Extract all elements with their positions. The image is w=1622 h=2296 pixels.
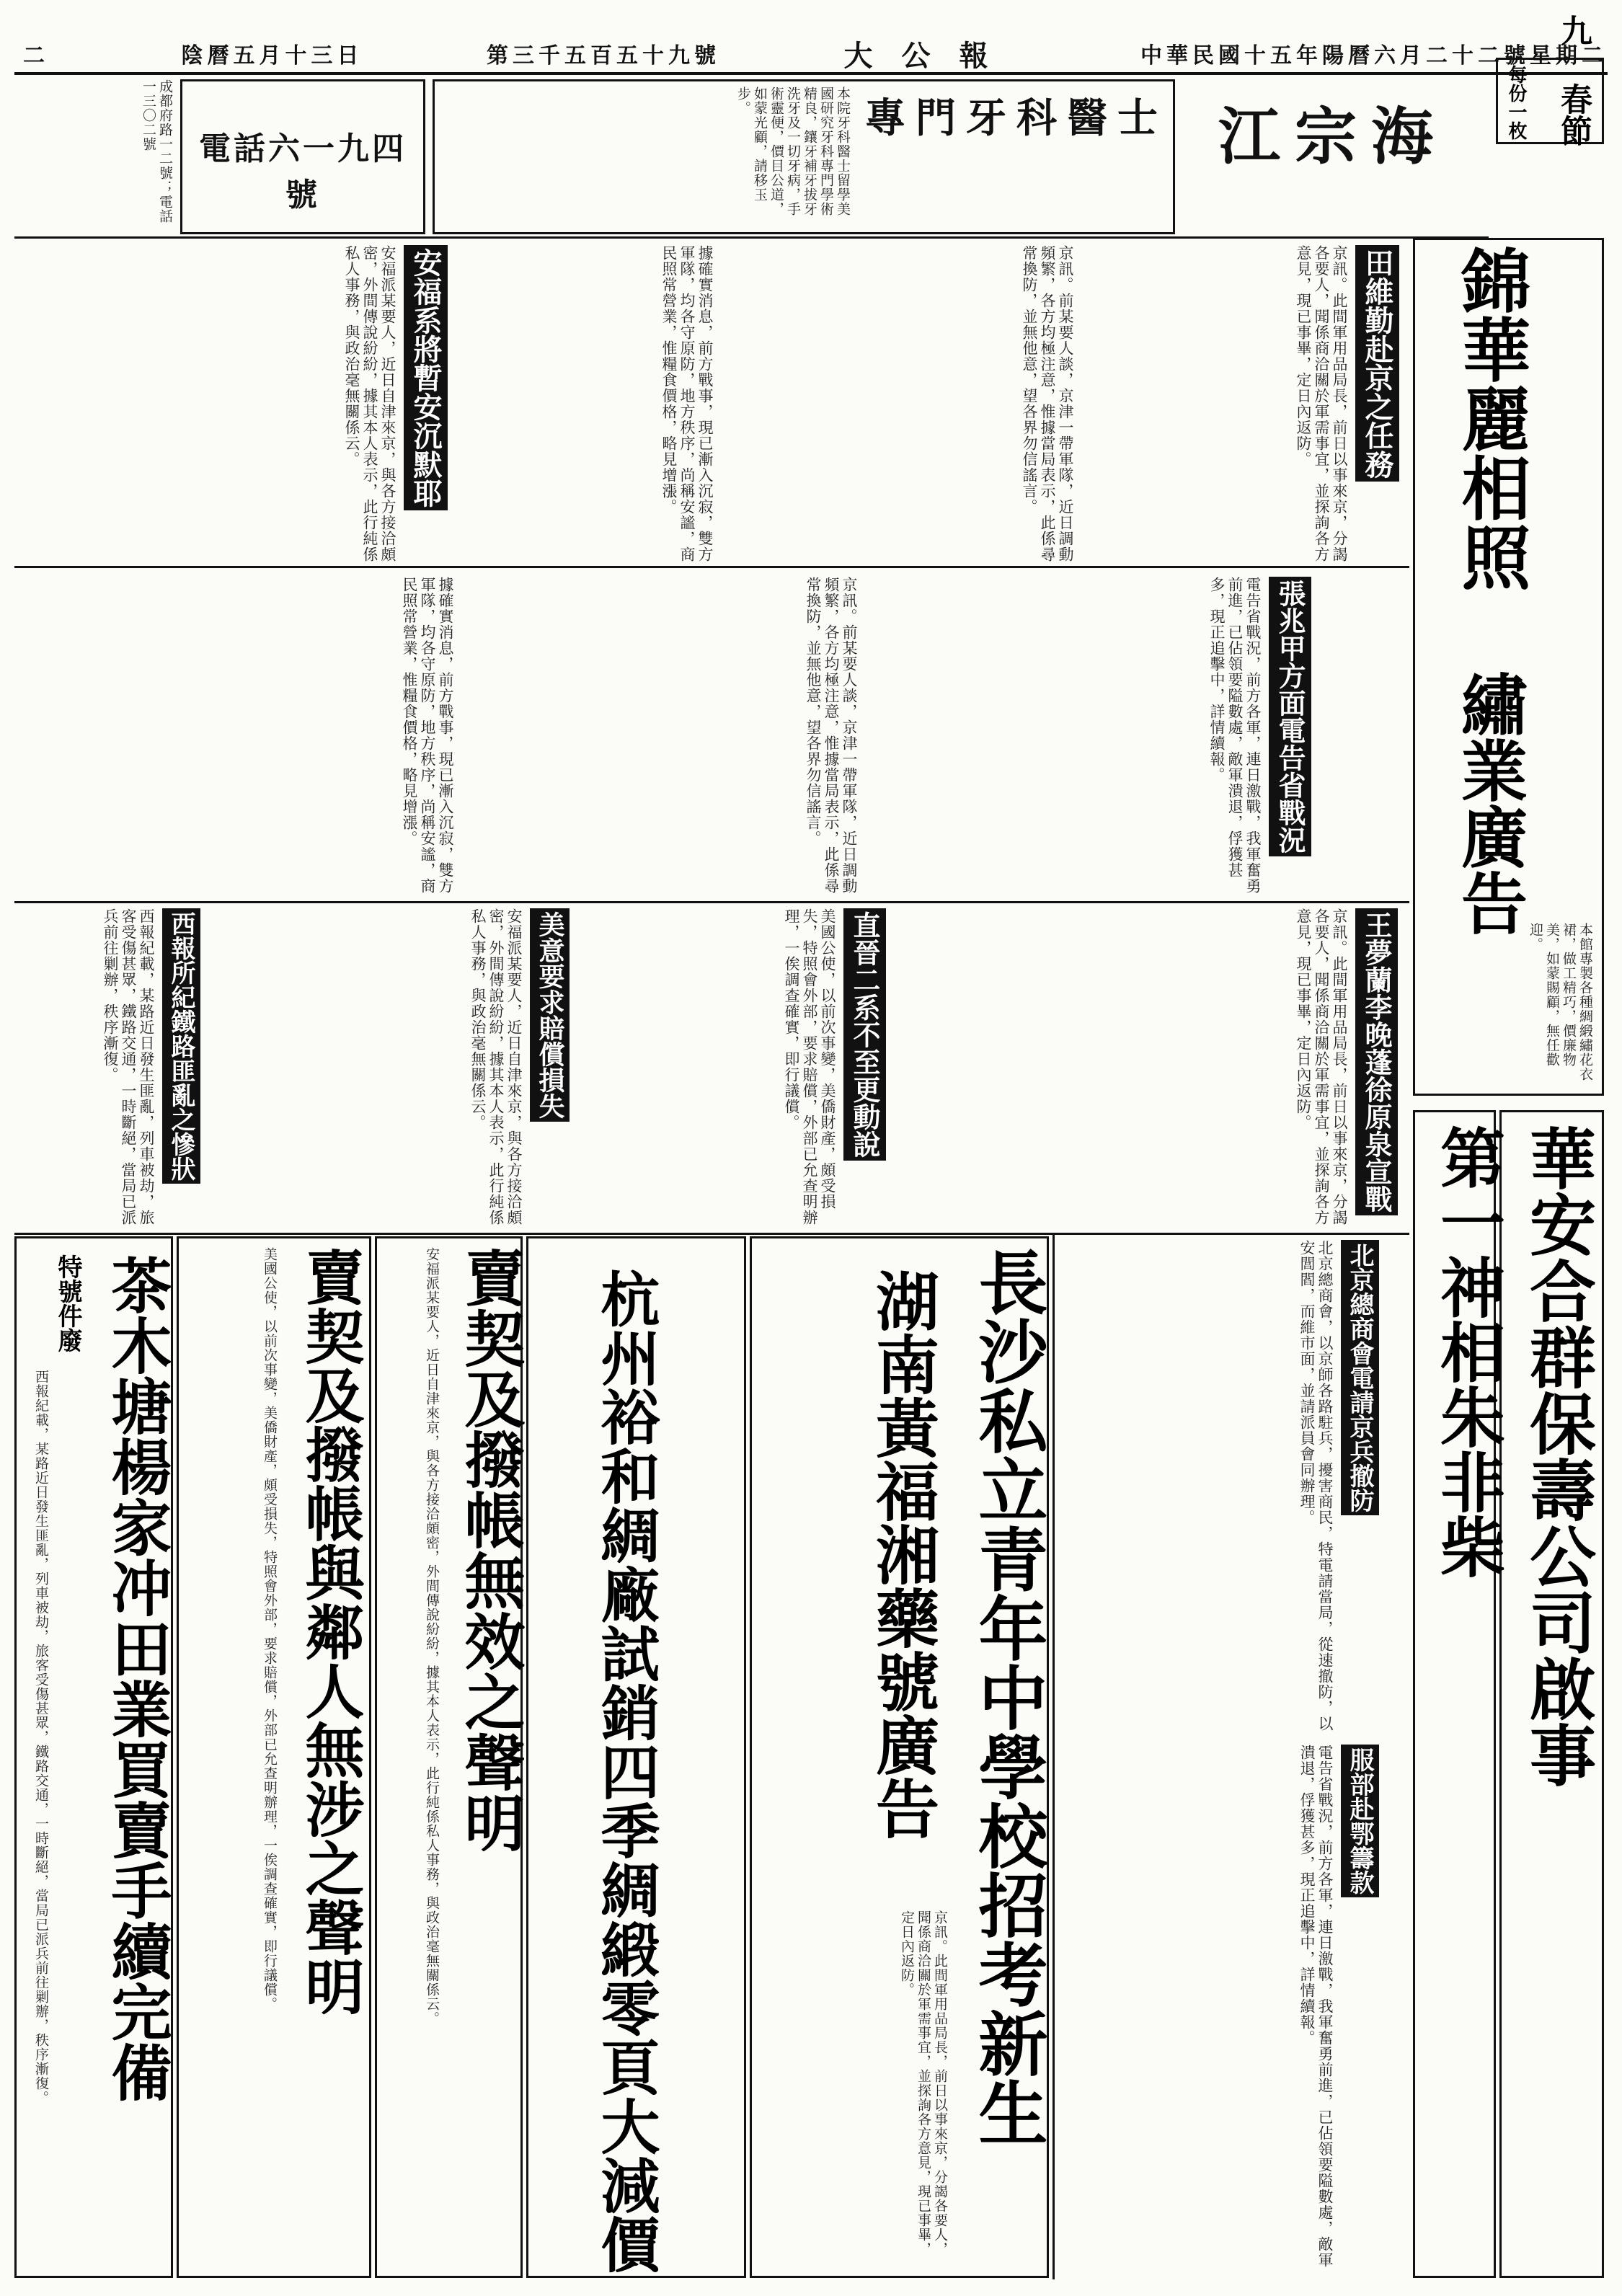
land-sale-body: 西報紀載，某路近日發生匪亂，列車被劫，旅客受傷甚眾，鐵路交通，一時斷絕，當局已派兵前往剿辦，秩序漸復。 <box>33 1370 49 2105</box>
headline-fubu: 服部赴鄂籌款 <box>1341 1745 1379 1897</box>
news-low-rule <box>14 901 1409 903</box>
hunan-ad-title: 湖南黃福湘藥號廣告 <box>866 1269 941 1840</box>
news-body-h: 京訊。此間軍用品局長，前日以事來京，分謁各要人，聞係商洽關於軍需事宜，並探詢各方意見，現已事畢，定日內返防。 <box>1295 908 1348 1225</box>
page-number: 二 <box>23 43 49 68</box>
news-body-m: 電告省戰況，前方各軍，連日激戰，我軍奮勇前進，已佔領要隘數處，敵軍潰退，俘獲甚多，現正追擊中，詳情續報。 <box>1298 1745 1334 2268</box>
date-line: 中華民國十五年陽曆六月二十二號星期二 <box>1140 43 1608 68</box>
news-body-k: 西報紀載，某路近日發生匪亂，列車被劫，旅客受傷甚眾，鐵路交通，一時斷絕，當局已派兵前往剿辦，秩序漸復。 <box>102 908 155 1225</box>
land-sale-title: 茶木塘楊家冲田業買賣手續完備 <box>102 1254 173 2102</box>
changsha-ad-body: 京訊。此間軍用品局長，前日以事來京，分謁各要人，聞係商洽關於軍需事宜，並探詢各方意見，現已事畢，定日內返防。 <box>899 1910 948 2256</box>
dentist-ad-subtitle: 專門牙科醫士 <box>865 94 1168 142</box>
news-body-g: 據確實消息，前方戰事，現已漸入沉寂，雙方軍隊，均各守原防，地方秩序，尚稱安謐，商民照常營業，惟糧食價格，略見增漲。 <box>401 577 454 894</box>
news-body-f: 京訊。前某要人談，京津一帶軍隊，近日調動頻繁，各方均極注意，惟據當局表示，此係尋常換防，並無他意，望各界勿信謠言。 <box>805 577 858 894</box>
news-body-i: 美國公使，以前次事變，美僑財產，頗受損失，特照會外部，要求賠償，外部已允查明辦理，一俟調查確實，即行議償。 <box>783 908 836 1225</box>
news-mid-rule <box>14 566 1409 568</box>
top-rule <box>14 72 1608 75</box>
price-text: 每份一枚 <box>1505 65 1527 140</box>
news-body-b: 京訊。前某要人談，京津一帶軍隊，近日調動頻繁，各方均極注意，惟據當局表示，此係尋常換防，並無他意，望各界勿信謠言。 <box>1021 245 1074 562</box>
news-body-d: 安福派某要人，近日自津來京，與各方接洽頗密，外間傳說紛紛，據其本人表示，此行純係私人事務，與政治毫無關係云。 <box>343 245 396 562</box>
ad-row-rule <box>14 236 1489 239</box>
jinhua-ad-body: 本館專製各種綢緞繡花衣裙，做工精巧，價廉物美，如蒙賜顧，無任歡迎。 <box>1528 923 1593 1081</box>
paper-name: 大公報 <box>843 38 1017 73</box>
issue-number: 第三千五百五十九號 <box>487 43 720 68</box>
huaan-ad-title: 華安合群保壽公司啟事 <box>1519 1125 1597 1788</box>
headline-wangmenglan: 王夢蘭李晚蓬徐原泉宣戰 <box>1355 908 1398 1215</box>
news-bottom-rule <box>14 1233 1409 1235</box>
headline-xibao: 西報所紀鐵路匪亂之慘狀 <box>162 908 200 1184</box>
lunar-date: 陰曆五月十三日 <box>181 43 363 68</box>
headline-anfu: 安福系將暫安沉默耶 <box>404 245 448 510</box>
headline-shanghui: 北京總商會電請京兵撤防 <box>1341 1240 1379 1515</box>
news-body-e: 電告省戰況，前方各軍，連日激戰，我軍奮勇前進，已佔領要隘數處，敵軍潰退，俘獲甚多，現正追擊中，詳情續報。 <box>1208 577 1262 894</box>
news-body-c: 據確實消息，前方戰事，現已漸入沉寂，雙方軍隊，均各守原防，地方秩序，尚稱安謐，商民照常營業，惟糧食價格，略見增漲。 <box>660 245 714 562</box>
headline-meiyi: 美意要求賠償損失 <box>530 908 570 1122</box>
masthead-bar <box>14 35 1608 72</box>
top-right-head: 九 春節 <box>1555 14 1592 146</box>
void-notice-title: 賣契及撥帳無效之聲明 <box>455 1247 526 1853</box>
news-body-j: 安福派某要人，近日自津來京，與各方接洽頗密，外間傳說紛紛，據其本人表示，此行純係私人事務，與政治毫無關係云。 <box>469 908 523 1225</box>
dentist-ad-title: 江宗海 <box>1218 100 1448 173</box>
headline-zhijin: 直晉二系不至更動說 <box>843 908 886 1161</box>
land-sale-subtitle: 特號件廢 <box>53 1254 82 1352</box>
headline-zhangzhaojia: 張兆甲方面電告省戰況 <box>1269 577 1311 856</box>
changsha-ad-title: 長沙私立青年中學校招考新生 <box>967 1247 1049 2147</box>
jinhua-ad-title: 錦華麗相照 <box>1450 245 1532 591</box>
dentist-ad-body: 本院牙科醫士留學美國研究牙科專門學術精良，鑲牙補牙拔牙洗牙及一切牙病，手術靈便，價目公道，如蒙光顧，請移玉步。 <box>735 87 851 216</box>
jinhua-ad-subtitle: 繡業廣告 <box>1450 670 1528 936</box>
fortune-ad-title: 第一神相朱非柴 <box>1429 1125 1505 1579</box>
left-corner-text: 成都府路一二號；電話一三〇二號 <box>141 79 173 223</box>
silk-ad-title: 杭州裕和綢廠試銷四季綢緞零頁大減價 <box>591 1269 660 2274</box>
headline-tianweiqin: 田維勤赴京之任務 <box>1355 245 1399 482</box>
news-body-l: 北京總商會，以京師各路駐兵，擾害商民，特電請當局，從速撤防，以安閭閻，而維市面，並請派員會同辦理。 <box>1298 1240 1334 1732</box>
neighbor-notice-body: 美國公使，以前次事變，美僑財產，頗受損失，特照會外部，要求賠償，外部已允查明辦理，一俟調查確實，即行議償。 <box>262 1247 278 2011</box>
neighbor-notice-title: 賣契及撥帳與鄰人無涉之聲明 <box>296 1247 365 2016</box>
phone-ad-title: 電話六一九四號 <box>199 130 407 213</box>
void-notice-body: 安福派某要人，近日自津來京，與各方接洽頗密，外間傳說紛紛，據其本人表示，此行純係私人事務，與政治毫無關係云。 <box>424 1247 440 2026</box>
news-body-a: 京訊。此間軍用品局長，前日以事來京，分謁各要人，聞係商洽關於軍需事宜，並探詢各方意見，現已事畢，定日內返防。 <box>1295 245 1348 562</box>
